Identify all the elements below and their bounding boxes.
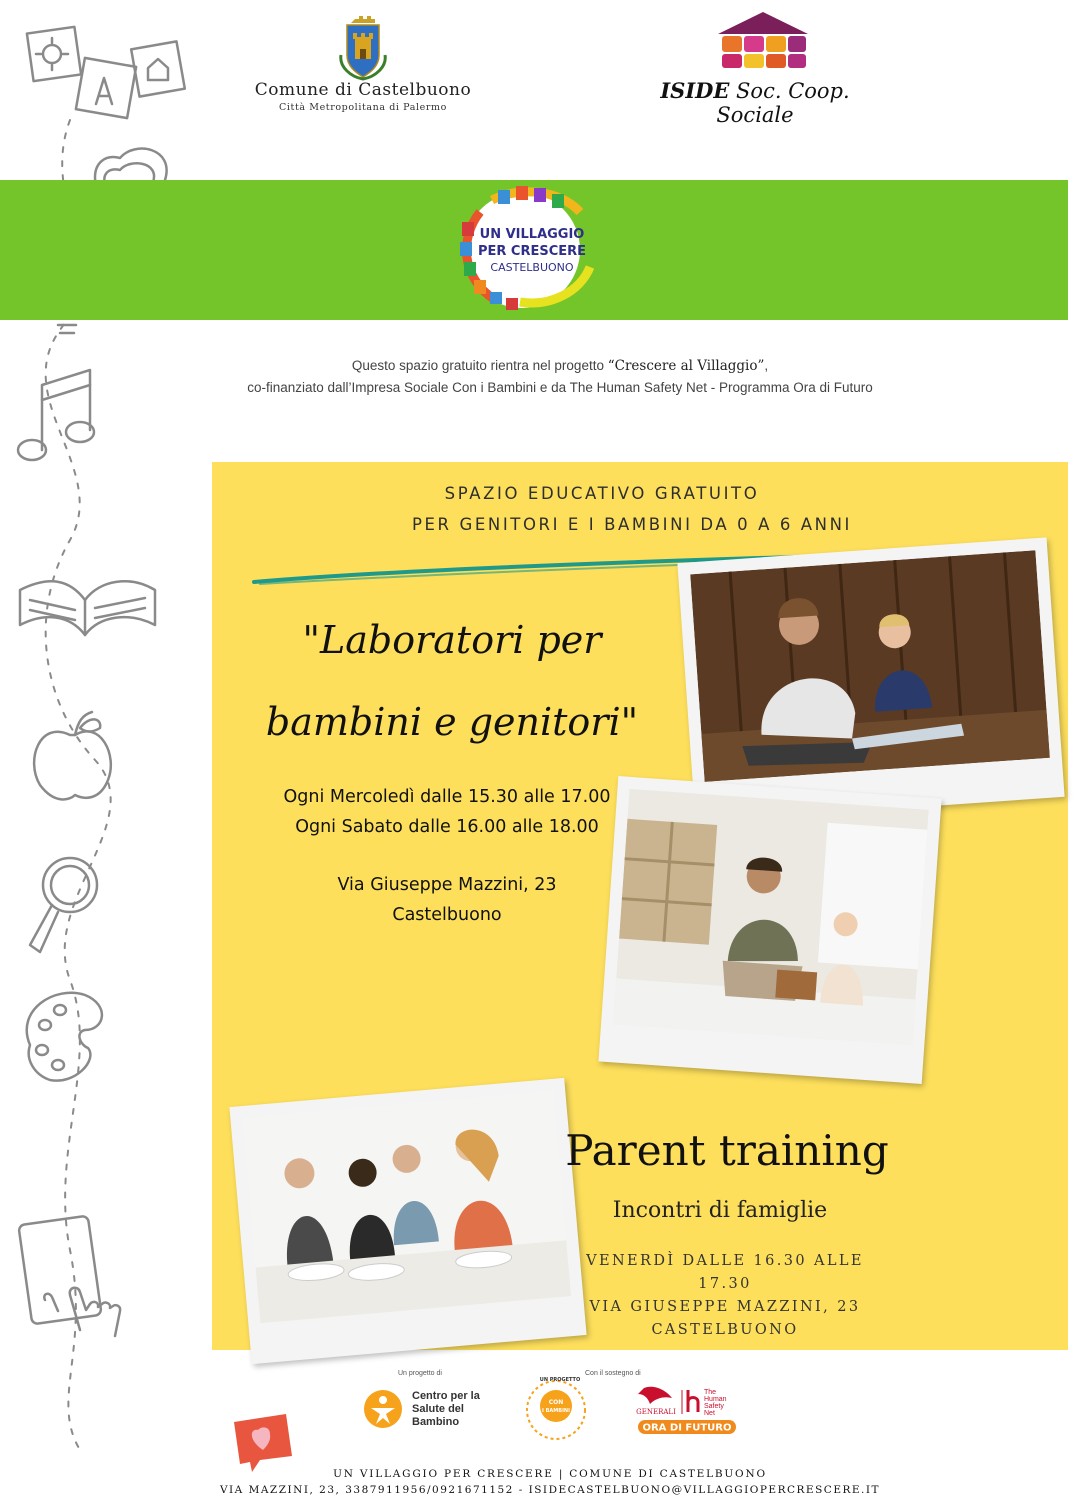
svg-text:Human: Human <box>704 1396 727 1403</box>
intro-project-name: “Crescere al Villaggio” <box>607 358 765 374</box>
generali-thsn-logo-icon <box>636 1384 740 1436</box>
iside-rest: Soc. Coop. Sociale <box>716 79 850 127</box>
workshop-title-line1: "Laboratori per <box>302 618 602 662</box>
photo-father-daughter <box>598 776 941 1084</box>
comune-name: Comune di Castelbuono <box>254 80 472 100</box>
photo-mother-child <box>677 537 1064 822</box>
label-un-progetto-di: Un progetto di <box>398 1370 442 1377</box>
footer-title: UN VILLAGGIO PER CRESCERE | COMUNE DI CASTELBUONO <box>333 1468 767 1480</box>
parent-training-street: VIA GIUSEPPE MAZZINI, 23 <box>589 1299 861 1315</box>
parent-training-info <box>560 1250 890 1342</box>
csb-line3: Bambino <box>412 1416 460 1428</box>
address-street: Via Giuseppe Mazzini, 23 <box>337 875 557 895</box>
svg-text:I BAMBINI: I BAMBINI <box>542 1408 570 1414</box>
ora-di-futuro-text: ORA DI FUTURO <box>642 1422 732 1434</box>
palette-icon <box>27 993 102 1081</box>
csb-line1: Centro per la <box>412 1390 480 1402</box>
poster-title-line1: SPAZIO EDUCATIVO GRATUITO <box>444 484 760 503</box>
schedule-wednesday: Ogni Mercoledì dalle 15.30 alle 17.00 <box>283 787 611 807</box>
intro-pre: Questo spazio gratuito rientra nel progetto <box>351 358 608 373</box>
parent-training-title: Parent training <box>565 1126 889 1175</box>
intro-line2: co-finanziato dall’Impresa Sociale Con i Bambini e da The Human Safety Net - Programma Ora di Futuro <box>247 380 873 395</box>
label-con-il-sostegno: Con il sostegno di <box>585 1370 641 1377</box>
svg-text:UN PROGETTO: UN PROGETTO <box>539 1377 581 1383</box>
intro-post: , <box>764 358 769 373</box>
villaggio-line3: CASTELBUONO <box>490 261 574 274</box>
iside-name <box>630 78 880 127</box>
svg-text:Safety: Safety <box>704 1403 724 1410</box>
workshop-title-line2: bambini e genitori" <box>265 700 639 744</box>
svg-text:Net: Net <box>704 1410 715 1417</box>
workshop-address <box>292 870 602 930</box>
parent-training-subtitle: Incontri di famiglie <box>612 1198 828 1223</box>
blocks-icon <box>27 27 185 118</box>
tablet-hand-icon <box>18 1216 120 1336</box>
poster-title-line2: PER GENITORI E I BAMBINI DA 0 A 6 ANNI <box>411 515 852 534</box>
csb-name <box>412 1390 492 1429</box>
svg-text:CON: CON <box>548 1399 564 1406</box>
book-icon <box>20 581 155 635</box>
schedule-saturday: Ogni Sabato dalle 16.00 alle 18.00 <box>295 817 599 837</box>
castelbuono-crest-icon <box>337 15 389 81</box>
villaggio-line1: UN VILLAGGIO <box>479 227 585 242</box>
csb-logo-icon <box>362 1388 404 1430</box>
music-note-icon <box>18 370 94 460</box>
svg-text:The: The <box>704 1389 717 1396</box>
con-i-bambini-logo-icon <box>522 1374 590 1442</box>
apple-icon <box>34 712 111 799</box>
csb-line2: Salute del <box>412 1403 464 1415</box>
footer-contacts: VIA MAZZINI, 23, 3387911956/0921671152 - ISIDECASTELBUONO@VILLAGGIOPERCRESCERE.IT <box>219 1484 881 1496</box>
photo-parent-group <box>229 1078 586 1364</box>
iside-bold: ISIDE <box>660 78 730 103</box>
workshop-schedule <box>262 782 632 842</box>
heart-chat-icon <box>230 1410 298 1476</box>
villaggio-logo-icon <box>440 182 620 317</box>
address-town: Castelbuono <box>392 905 502 925</box>
svg-text:GENERALI: GENERALI <box>636 1408 676 1416</box>
magnifier-icon <box>30 858 97 952</box>
parent-training-town: CASTELBUONO <box>651 1322 799 1338</box>
comune-subtitle: Città Metropolitana di Palermo <box>279 102 447 113</box>
parent-training-time: VENERDÌ DALLE 16.30 ALLE 17.30 <box>586 1253 864 1292</box>
villaggio-line2: PER CRESCERE <box>477 244 587 259</box>
iside-logo-icon <box>712 10 814 72</box>
project-intro <box>180 355 940 399</box>
